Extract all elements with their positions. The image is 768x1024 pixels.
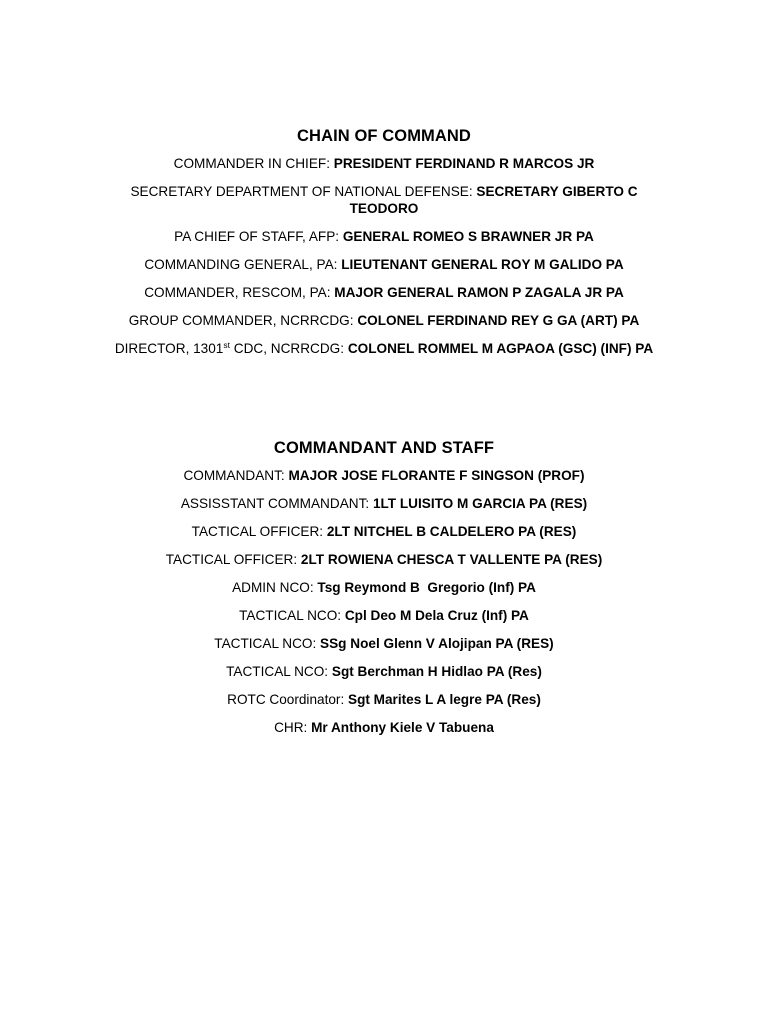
chain-entry-chief-of-staff — [104, 228, 664, 245]
entry-label: TACTICAL OFFICER: — [165, 552, 301, 567]
staff-entry-tactical-nco-3 — [104, 663, 664, 680]
chain-entry-group-commander — [104, 312, 664, 329]
entry-value: SECRETARY GIBERTO C TEODORO — [349, 184, 638, 216]
entry-value: COLONEL ROMMEL M AGPAOA (GSC) (INF) PA — [347, 341, 654, 356]
staff-entry-rotc-coordinator — [104, 691, 664, 708]
staff-entry-admin-nco — [104, 579, 664, 596]
entry-value: LIEUTENANT GENERAL ROY M GALIDO PA — [341, 257, 624, 272]
entry-value: COLONEL FERDINAND REY G GA (ART) PA — [357, 313, 640, 328]
entry-label: TACTICAL OFFICER: — [191, 524, 327, 539]
entry-label-part: DIRECTOR, 1301 — [114, 341, 224, 356]
entry-value: Tsg Reymond B Gregorio (Inf) PA — [317, 580, 536, 595]
entry-label: CHR: — [274, 720, 312, 735]
entry-label: SECRETARY DEPARTMENT OF NATIONAL DEFENSE: — [130, 184, 477, 199]
chain-of-command-section — [0, 126, 768, 368]
commandant-and-staff-heading: COMMANDANT AND STAFF — [273, 439, 495, 457]
entry-label: TACTICAL NCO: — [214, 636, 321, 651]
entry-label: COMMANDER IN CHIEF: — [173, 156, 334, 171]
entry-label — [115, 341, 348, 356]
staff-entry-tactical-officer-2 — [104, 551, 664, 568]
staff-entry-tactical-officer-1 — [104, 523, 664, 540]
entry-label-part: CDC, NCRRCDG: — [230, 341, 348, 356]
entry-value: PRESIDENT FERDINAND R MARCOS JR — [333, 156, 595, 171]
entry-label: COMMANDANT: — [183, 468, 289, 483]
chain-entry-director — [74, 340, 694, 357]
entry-value: SSg Noel Glenn V Alojipan PA (RES) — [320, 636, 554, 651]
entry-value: 2LT ROWIENA CHESCA T VALLENTE PA (RES) — [300, 552, 603, 567]
entry-value: MAJOR JOSE FLORANTE F SINGSON (PROF) — [288, 468, 585, 483]
entry-value: GENERAL ROMEO S BRAWNER JR PA — [342, 229, 594, 244]
entry-value: 1LT LUISITO M GARCIA PA (RES) — [372, 496, 588, 511]
staff-entry-tactical-nco-1 — [104, 607, 664, 624]
entry-value: Sgt Marites L A legre PA (Res) — [348, 692, 541, 707]
entry-value: 2LT NITCHEL B CALDELERO PA (RES) — [326, 524, 577, 539]
chain-entry-secretary-defense — [104, 183, 664, 217]
staff-entry-commandant — [104, 467, 664, 484]
chain-entry-commanding-general — [104, 256, 664, 273]
chain-entry-commander-rescom — [104, 284, 664, 301]
entry-label: ADMIN NCO: — [232, 580, 318, 595]
entry-label: GROUP COMMANDER, NCRRCDG: — [128, 313, 358, 328]
chain-of-command-heading: CHAIN OF COMMAND — [297, 127, 471, 145]
entry-label: PA CHIEF OF STAFF, AFP: — [174, 229, 343, 244]
staff-entry-assistant-commandant — [104, 495, 664, 512]
entry-label: ASSISSTANT COMMANDANT: — [180, 496, 373, 511]
entry-value: Sgt Berchman H Hidlao PA (Res) — [331, 664, 542, 679]
staff-entry-tactical-nco-2 — [104, 635, 664, 652]
chain-entry-commander-in-chief — [104, 155, 664, 172]
entry-label: COMMANDER, RESCOM, PA: — [144, 285, 335, 300]
entry-label: TACTICAL NCO: — [239, 608, 345, 623]
entry-value: Cpl Deo M Dela Cruz (Inf) PA — [344, 608, 529, 623]
commandant-and-staff-section — [0, 438, 768, 747]
staff-entry-chr — [104, 719, 664, 736]
entry-value: Mr Anthony Kiele V Tabuena — [311, 720, 494, 735]
entry-label: TACTICAL NCO: — [226, 664, 332, 679]
entry-value: MAJOR GENERAL RAMON P ZAGALA JR PA — [334, 285, 624, 300]
ordinal-suffix: st — [223, 340, 230, 350]
entry-label: COMMANDING GENERAL, PA: — [144, 257, 342, 272]
entry-label: ROTC Coordinator: — [227, 692, 348, 707]
